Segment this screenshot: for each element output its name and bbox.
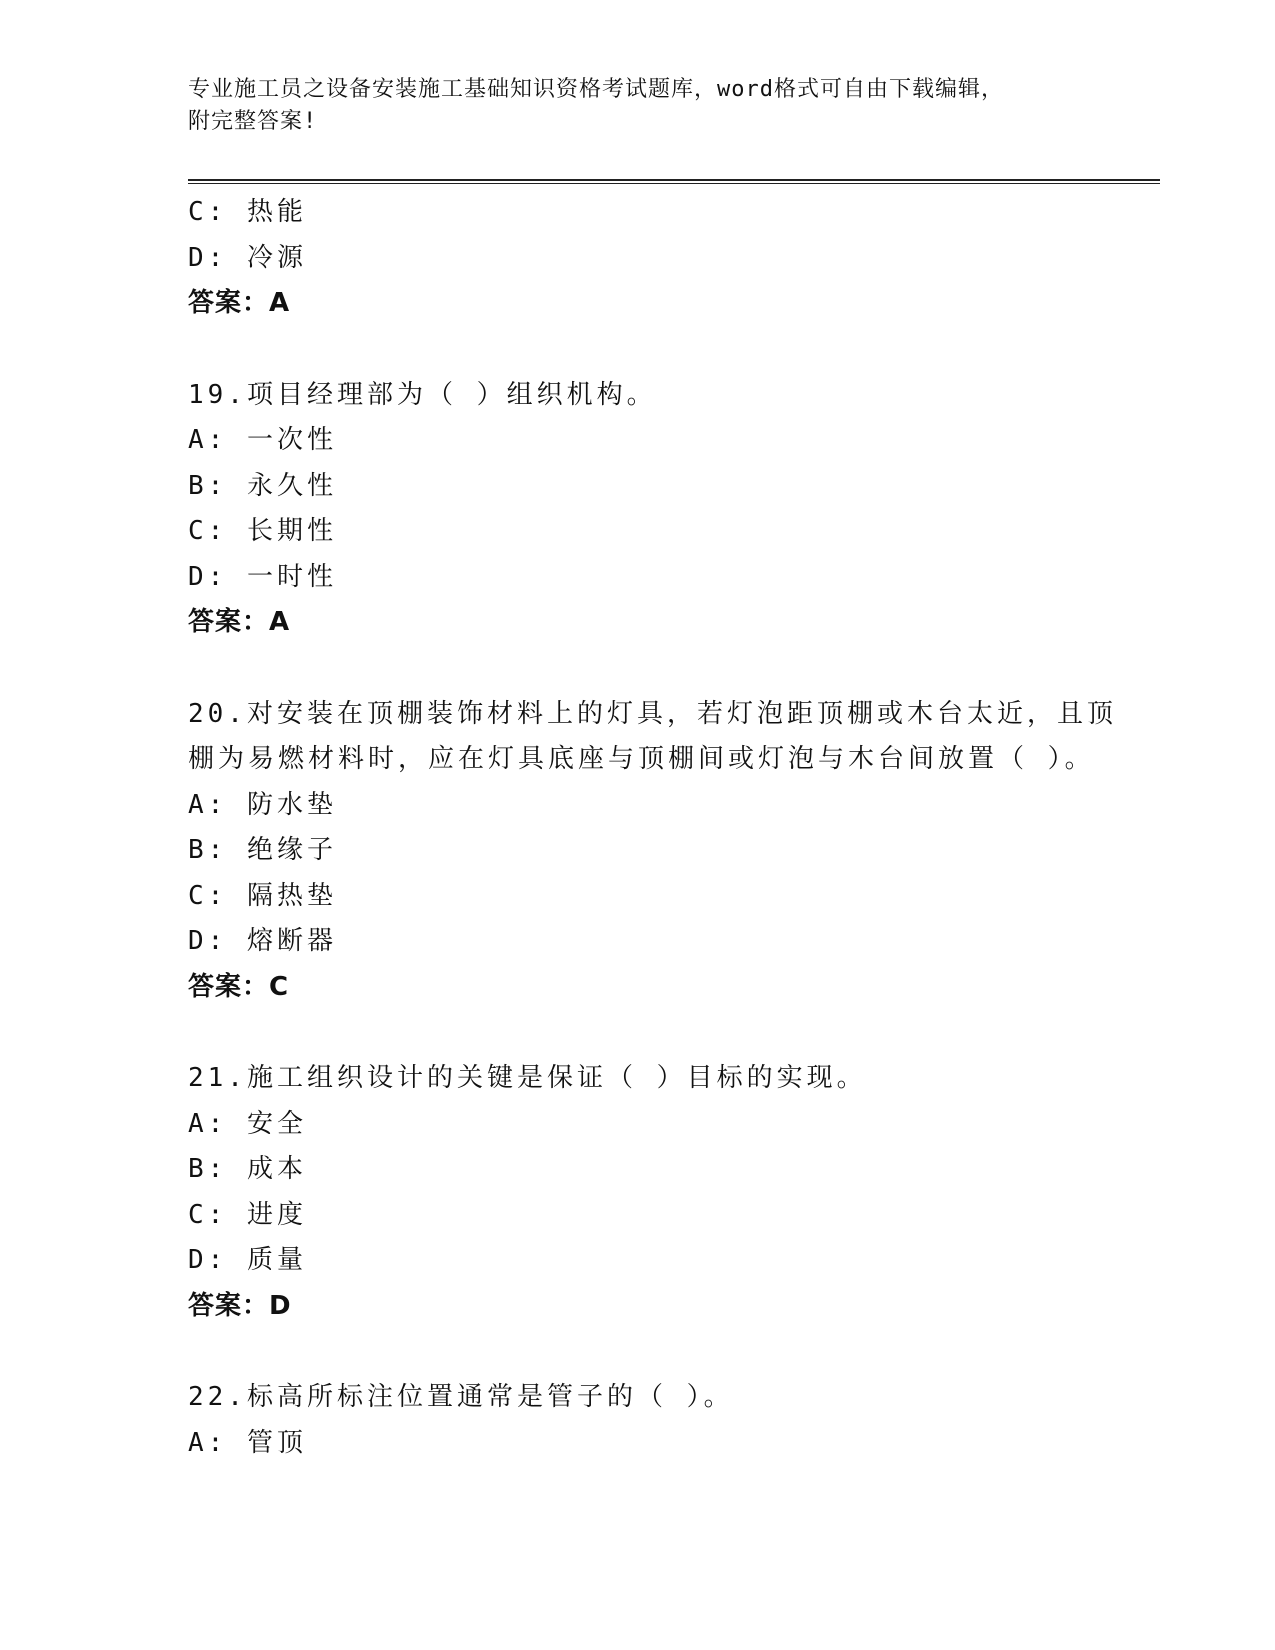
question-block [188, 1056, 1160, 1329]
question-spacer [188, 646, 1160, 692]
option-d [188, 236, 1160, 282]
header-line-2: 附完整答案! [188, 109, 318, 134]
option-row [188, 919, 1160, 965]
option-row [188, 874, 1160, 920]
question-spacer [188, 1329, 1160, 1375]
question-block [188, 692, 1160, 1011]
question-spacer [188, 327, 1160, 373]
question-text: 22.标高所标注位置通常是管子的（ ）。 [188, 1382, 734, 1412]
option-label: A: [188, 1427, 228, 1458]
option-label: C: [188, 880, 228, 911]
option-text: 管顶 [246, 1427, 307, 1458]
option-row [188, 828, 1160, 874]
option-label: D: [188, 242, 228, 273]
option-label: B: [188, 1154, 228, 1184]
option-label: A: [188, 425, 228, 455]
question-list [188, 190, 1160, 1466]
option-row [188, 1193, 1160, 1239]
option-row [188, 555, 1160, 601]
question-text: 21.施工组织设计的关键是保证（ ）目标的实现。 [188, 1063, 867, 1093]
option-label: A: [188, 789, 228, 820]
option-row [188, 418, 1160, 464]
option-row [188, 1147, 1160, 1193]
option-row [188, 783, 1160, 829]
option-text: 一时性 [246, 561, 337, 592]
answer-line: 答案：D [188, 1290, 292, 1321]
option-text: 熔断器 [246, 926, 337, 956]
option-label: B: [188, 835, 228, 865]
option-text: 热能 [246, 197, 307, 227]
question-text: 20.对安装在顶棚装饰材料上的灯具，若灯泡距顶棚或木台太近，且顶 [188, 698, 1117, 729]
option-text: 防水垫 [246, 789, 337, 820]
option-row [188, 1102, 1160, 1148]
option-text: 隔热垫 [246, 880, 337, 911]
document-header [188, 74, 1088, 138]
header-divider-bottom [188, 183, 1160, 184]
option-row [188, 464, 1160, 510]
question-block [188, 373, 1160, 646]
answer-line: 答案：C [188, 971, 290, 1002]
option-text: 永久性 [246, 470, 337, 501]
header-line-1: 专业施工员之设备安装施工基础知识资格考试题库，word格式可自由下载编辑， [188, 77, 1004, 102]
option-text: 长期性 [246, 516, 337, 546]
option-text: 成本 [246, 1154, 307, 1184]
option-text: 安全 [246, 1108, 307, 1139]
option-c [188, 190, 1160, 236]
option-label: B: [188, 470, 228, 501]
option-text: 冷源 [246, 242, 307, 273]
option-text: 进度 [246, 1199, 307, 1230]
option-text: 绝缘子 [246, 835, 337, 865]
option-row [188, 509, 1160, 555]
option-label: D: [188, 1245, 228, 1275]
question-block [188, 1375, 1160, 1466]
answer-line: 答案：A [188, 288, 291, 318]
option-label: A: [188, 1108, 228, 1139]
answer-line: 答案：A [188, 607, 291, 637]
option-row [188, 1238, 1160, 1284]
option-text: 一次性 [246, 425, 337, 455]
question-text: 19.项目经理部为（ ）组织机构。 [188, 379, 657, 410]
option-label: D: [188, 926, 228, 956]
option-label: D: [188, 561, 228, 592]
question-spacer [188, 1010, 1160, 1056]
option-label: C: [188, 197, 228, 227]
question-text: 棚为易燃材料时，应在灯具底座与顶棚间或灯泡与木台间放置（ ）。 [188, 744, 1095, 774]
option-row [188, 1421, 1160, 1467]
option-label: C: [188, 516, 228, 546]
header-divider-top [188, 179, 1160, 181]
option-text: 质量 [246, 1245, 307, 1275]
option-label: C: [188, 1199, 228, 1230]
continued-question [188, 190, 1160, 327]
